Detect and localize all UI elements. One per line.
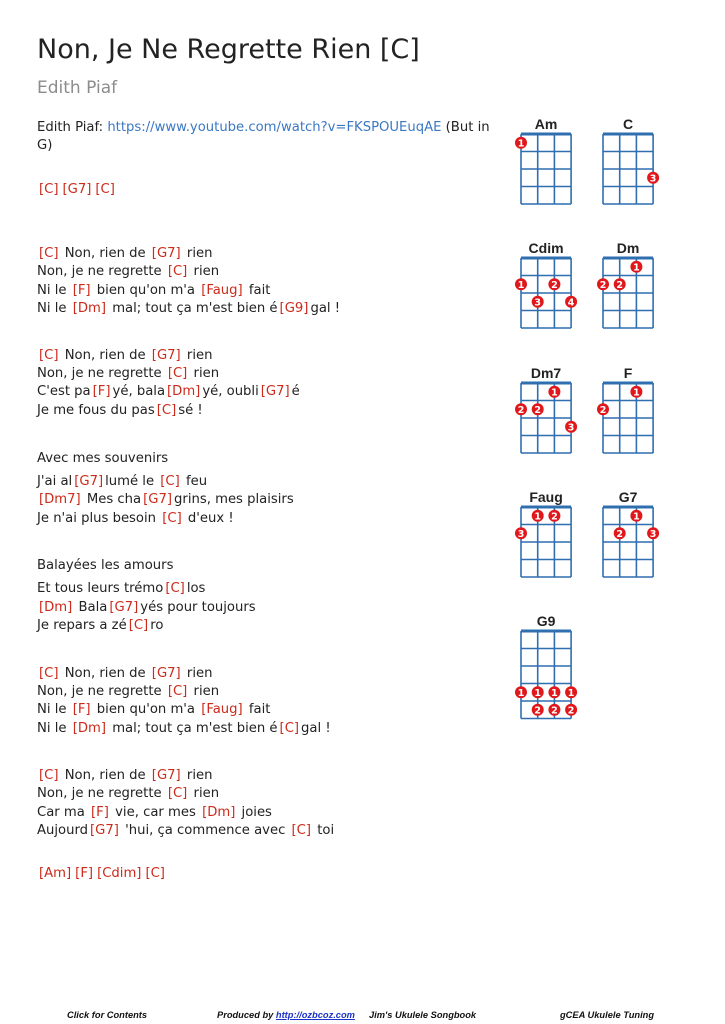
finger-number: 2 bbox=[517, 404, 525, 416]
chord-diagram-name: G7 bbox=[618, 489, 638, 505]
lyric-text: é bbox=[291, 384, 300, 399]
lyric-text: yé, bala bbox=[112, 384, 166, 399]
chord-diagram-name: Dm7 bbox=[530, 365, 562, 381]
finger-number: 3 bbox=[649, 528, 657, 540]
chord-name[interactable]: [C] bbox=[39, 666, 59, 681]
finger-number: 2 bbox=[599, 404, 607, 416]
finger-number: 3 bbox=[534, 297, 542, 309]
lyric-text: Non, rien de bbox=[60, 666, 150, 681]
lyric-text: mal; tout ça m'est bien é bbox=[108, 721, 278, 736]
lyric-text: rien bbox=[189, 684, 220, 699]
chord-name[interactable]: [Cdim] bbox=[97, 866, 142, 881]
lyric-text: Ni le bbox=[37, 721, 71, 736]
chord-diagram-name: Faug bbox=[529, 489, 563, 505]
lyric-text: Mes cha bbox=[82, 492, 142, 507]
lyric-text: J'ai al bbox=[37, 474, 73, 489]
finger-number: 1 bbox=[534, 687, 542, 699]
lyric-text: rien bbox=[189, 366, 220, 381]
finger-number: 1 bbox=[633, 511, 640, 523]
chord-name[interactable]: [C] bbox=[128, 618, 149, 633]
lyric-text: rien bbox=[182, 768, 213, 783]
chord-name[interactable]: [C] bbox=[39, 182, 59, 197]
lyric-text: Et tous leurs trémo bbox=[37, 581, 164, 596]
lyric-line bbox=[37, 402, 203, 420]
lyric-line bbox=[37, 300, 340, 318]
chord-diagram-name: Dm bbox=[616, 240, 640, 256]
chord-name[interactable]: [C] bbox=[160, 474, 180, 489]
finger-number: 2 bbox=[534, 705, 542, 717]
lyric-text: Avec mes souvenirs bbox=[37, 451, 169, 466]
lyric-line bbox=[37, 701, 270, 719]
lyric-text: yé, oubli bbox=[202, 384, 259, 399]
chord-name[interactable]: [G7] bbox=[260, 384, 290, 399]
chord-diagram-dm[interactable] bbox=[597, 240, 653, 328]
song-title: Non, Je Ne Regrette Rien [C] bbox=[37, 34, 420, 65]
chord-name[interactable]: [G7] bbox=[109, 600, 139, 615]
chord-name[interactable]: [G7] bbox=[62, 182, 92, 197]
chord-diagram-name: Am bbox=[534, 116, 558, 132]
lyric-text: Je n'ai plus besoin bbox=[37, 511, 161, 526]
lyric-text: bien qu'on m'a bbox=[92, 283, 200, 298]
intro-prefix: Edith Piaf: bbox=[37, 120, 108, 135]
finger-number: 1 bbox=[551, 387, 558, 399]
lyric-text: Ni le bbox=[37, 301, 71, 316]
lyric-text: Ni le bbox=[37, 702, 71, 717]
chord-name[interactable]: [C] bbox=[165, 581, 185, 596]
lyric-line bbox=[37, 450, 168, 468]
chord-diagram-faug[interactable] bbox=[515, 489, 571, 577]
chord-diagram-cdim[interactable] bbox=[515, 240, 577, 328]
lyric-line bbox=[37, 365, 219, 383]
chord-name[interactable]: [C] bbox=[145, 866, 165, 881]
chord-name[interactable]: [C] bbox=[95, 182, 115, 197]
lyric-text: Non, je ne regrette bbox=[37, 684, 166, 699]
chord-name[interactable]: [Faug] bbox=[201, 702, 243, 717]
chord-name[interactable]: [C] bbox=[156, 403, 177, 418]
chord-diagram-name: G9 bbox=[536, 613, 556, 629]
lyric-text: C'est pa bbox=[37, 384, 91, 399]
lyric-text: gal ! bbox=[301, 721, 331, 736]
finger-number: 1 bbox=[517, 279, 525, 291]
lyric-text: gal ! bbox=[310, 301, 341, 316]
chord-name[interactable]: [C] bbox=[279, 721, 300, 736]
ozbcoz-link[interactable]: http://ozbcoz.com bbox=[275, 1010, 355, 1020]
finger-number: 1 bbox=[517, 138, 525, 150]
chord-name[interactable]: [G7] bbox=[151, 348, 181, 363]
lyric-line bbox=[37, 491, 294, 509]
finger-number: 1 bbox=[551, 687, 558, 699]
chord-diagram-dm7[interactable] bbox=[515, 365, 577, 453]
chord-diagram-am[interactable] bbox=[515, 116, 571, 204]
lyric-line bbox=[37, 720, 331, 738]
lyric-line bbox=[37, 383, 300, 401]
lyric-text: Non, rien de bbox=[60, 348, 150, 363]
lyric-text: los bbox=[186, 581, 206, 596]
lyric-line bbox=[37, 347, 212, 365]
chord-name[interactable]: [C] bbox=[162, 511, 182, 526]
chord-name[interactable]: [G7] bbox=[151, 666, 181, 681]
lyric-text: ro bbox=[150, 618, 164, 633]
chord-name[interactable]: [F] bbox=[91, 805, 109, 820]
chord-name[interactable]: [G7] bbox=[151, 246, 181, 261]
lyric-text: Non, je ne regrette bbox=[37, 366, 166, 381]
chord-name[interactable]: [Dm] bbox=[167, 384, 201, 399]
lyric-line bbox=[37, 245, 212, 263]
chord-name[interactable]: [Dm] bbox=[72, 721, 106, 736]
lyric-text: Non, je ne regrette bbox=[37, 786, 166, 801]
lyric-text: Je repars a zé bbox=[37, 618, 127, 633]
chord-name[interactable]: [F] bbox=[92, 384, 111, 399]
lyric-text: fait bbox=[244, 702, 271, 717]
finger-number: 3 bbox=[649, 173, 657, 185]
chord-name[interactable]: [C] bbox=[39, 246, 59, 261]
lyric-text: Aujourd bbox=[37, 823, 89, 838]
chord-name[interactable]: [F] bbox=[75, 866, 94, 881]
chord-name[interactable]: [G9] bbox=[279, 301, 309, 316]
lyric-line bbox=[37, 282, 270, 300]
chord-name[interactable]: [C] bbox=[291, 823, 312, 838]
chord-name[interactable]: [Dm] bbox=[39, 600, 73, 615]
finger-number: 1 bbox=[567, 687, 575, 699]
finger-number: 2 bbox=[616, 528, 624, 540]
lyric-line bbox=[37, 804, 272, 822]
lyric-text: Non, je ne regrette bbox=[37, 264, 166, 279]
lyric-line bbox=[37, 473, 207, 491]
lyric-text: d'eux ! bbox=[183, 511, 234, 526]
chord-diagram-c[interactable] bbox=[603, 116, 659, 204]
lyric-text: rien bbox=[182, 666, 213, 681]
lyric-line bbox=[37, 557, 173, 575]
lyric-line bbox=[37, 617, 163, 635]
lyric-text: rien bbox=[189, 264, 220, 279]
chord-diagram-name: Cdim bbox=[528, 240, 564, 256]
lyric-line bbox=[37, 263, 219, 281]
intro-line bbox=[37, 119, 502, 155]
chord-name[interactable]: [C] bbox=[39, 768, 59, 783]
lyric-text: rien bbox=[182, 246, 213, 261]
lyric-line bbox=[37, 665, 212, 683]
finger-number: 2 bbox=[567, 705, 575, 717]
lyric-text: toi bbox=[313, 823, 335, 838]
lyric-text: Car ma bbox=[37, 805, 90, 820]
chord-diagram-g9[interactable] bbox=[515, 613, 577, 719]
chord-name[interactable]: [G7] bbox=[151, 768, 181, 783]
lyric-text: 'hui, ça commence avec bbox=[120, 823, 290, 838]
lyric-line bbox=[37, 683, 219, 701]
chord-name[interactable]: [C] bbox=[39, 348, 59, 363]
chord-diagram-name: C bbox=[622, 116, 634, 132]
lyric-line bbox=[37, 599, 256, 617]
lyric-line bbox=[37, 580, 205, 598]
produced-by-text: Produced by http://ozbcoz.com bbox=[217, 1010, 355, 1020]
chord-name[interactable]: [C] bbox=[167, 366, 188, 381]
page-footer bbox=[0, 1010, 725, 1024]
lyric-line bbox=[37, 822, 334, 840]
finger-number: 3 bbox=[517, 528, 525, 540]
lyric-line bbox=[37, 785, 219, 803]
finger-number: 1 bbox=[633, 387, 640, 399]
chord-name[interactable]: [C] bbox=[167, 264, 188, 279]
lyric-text: bien qu'on m'a bbox=[92, 702, 200, 717]
contents-link[interactable]: Click for Contents bbox=[67, 1010, 148, 1020]
lyric-line bbox=[37, 767, 212, 785]
songbook-name: Jim's Ukulele Songbook bbox=[369, 1010, 477, 1020]
chord-name[interactable]: [G7] bbox=[74, 474, 104, 489]
chord-name[interactable]: [F] bbox=[72, 702, 91, 717]
lyric-text: yés pour toujours bbox=[140, 600, 256, 615]
lyric-text: Balayées les amours bbox=[37, 558, 174, 573]
finger-number: 2 bbox=[534, 404, 542, 416]
lyric-line bbox=[37, 181, 117, 199]
finger-number: 4 bbox=[567, 297, 575, 309]
lyric-text: Bala bbox=[74, 600, 108, 615]
finger-number: 3 bbox=[567, 422, 575, 434]
finger-number: 1 bbox=[633, 262, 640, 274]
youtube-link[interactable]: https://www.youtube.com/watch?v=FKSPOUEuqAE bbox=[107, 120, 442, 135]
finger-number: 2 bbox=[551, 705, 558, 717]
lyric-text: lumé le bbox=[105, 474, 159, 489]
finger-number: 1 bbox=[517, 687, 525, 699]
lyric-text: Non, rien de bbox=[60, 246, 150, 261]
lyric-text: Ni le bbox=[37, 283, 71, 298]
chord-name[interactable]: [C] bbox=[167, 684, 188, 699]
intro-suffix: (But in G) bbox=[37, 120, 490, 153]
chord-name[interactable]: [Dm] bbox=[202, 805, 236, 820]
lyric-text: joies bbox=[237, 805, 272, 820]
lyric-text: Non, rien de bbox=[60, 768, 150, 783]
finger-number: 1 bbox=[534, 511, 542, 523]
lyric-text: sé ! bbox=[178, 403, 203, 418]
chord-name[interactable]: [Faug] bbox=[201, 283, 243, 298]
lyric-text: fait bbox=[244, 283, 271, 298]
lyric-line bbox=[37, 510, 234, 528]
finger-number: 2 bbox=[616, 279, 624, 291]
chord-name[interactable]: [G7] bbox=[90, 823, 119, 838]
lyric-text: feu bbox=[181, 474, 208, 489]
lyric-text: Je me fous du pas bbox=[37, 403, 155, 418]
chord-name[interactable]: [F] bbox=[72, 283, 91, 298]
lyric-text: mal; tout ça m'est bien é bbox=[108, 301, 278, 316]
lyric-text: vie, car mes bbox=[110, 805, 201, 820]
chord-name[interactable]: [Am] bbox=[39, 866, 72, 881]
finger-number: 2 bbox=[551, 511, 558, 523]
chord-name[interactable]: [G7] bbox=[143, 492, 173, 507]
chord-name[interactable]: [Dm7] bbox=[39, 492, 81, 507]
chord-name[interactable]: [C] bbox=[167, 786, 188, 801]
chord-diagram-f[interactable] bbox=[597, 365, 653, 453]
finger-number: 2 bbox=[551, 279, 558, 291]
chord-diagram-name: F bbox=[623, 365, 633, 381]
song-artist: Edith Piaf bbox=[37, 78, 118, 98]
finger-number: 2 bbox=[599, 279, 607, 291]
chord-name[interactable]: [Dm] bbox=[72, 301, 106, 316]
lyric-text: grins, mes plaisirs bbox=[174, 492, 294, 507]
lyric-text: rien bbox=[189, 786, 220, 801]
chord-diagram-g7[interactable] bbox=[603, 489, 659, 577]
tuning-label: gCEA Ukulele Tuning bbox=[560, 1010, 655, 1020]
lyric-line bbox=[37, 865, 167, 883]
lyric-text: rien bbox=[182, 348, 213, 363]
